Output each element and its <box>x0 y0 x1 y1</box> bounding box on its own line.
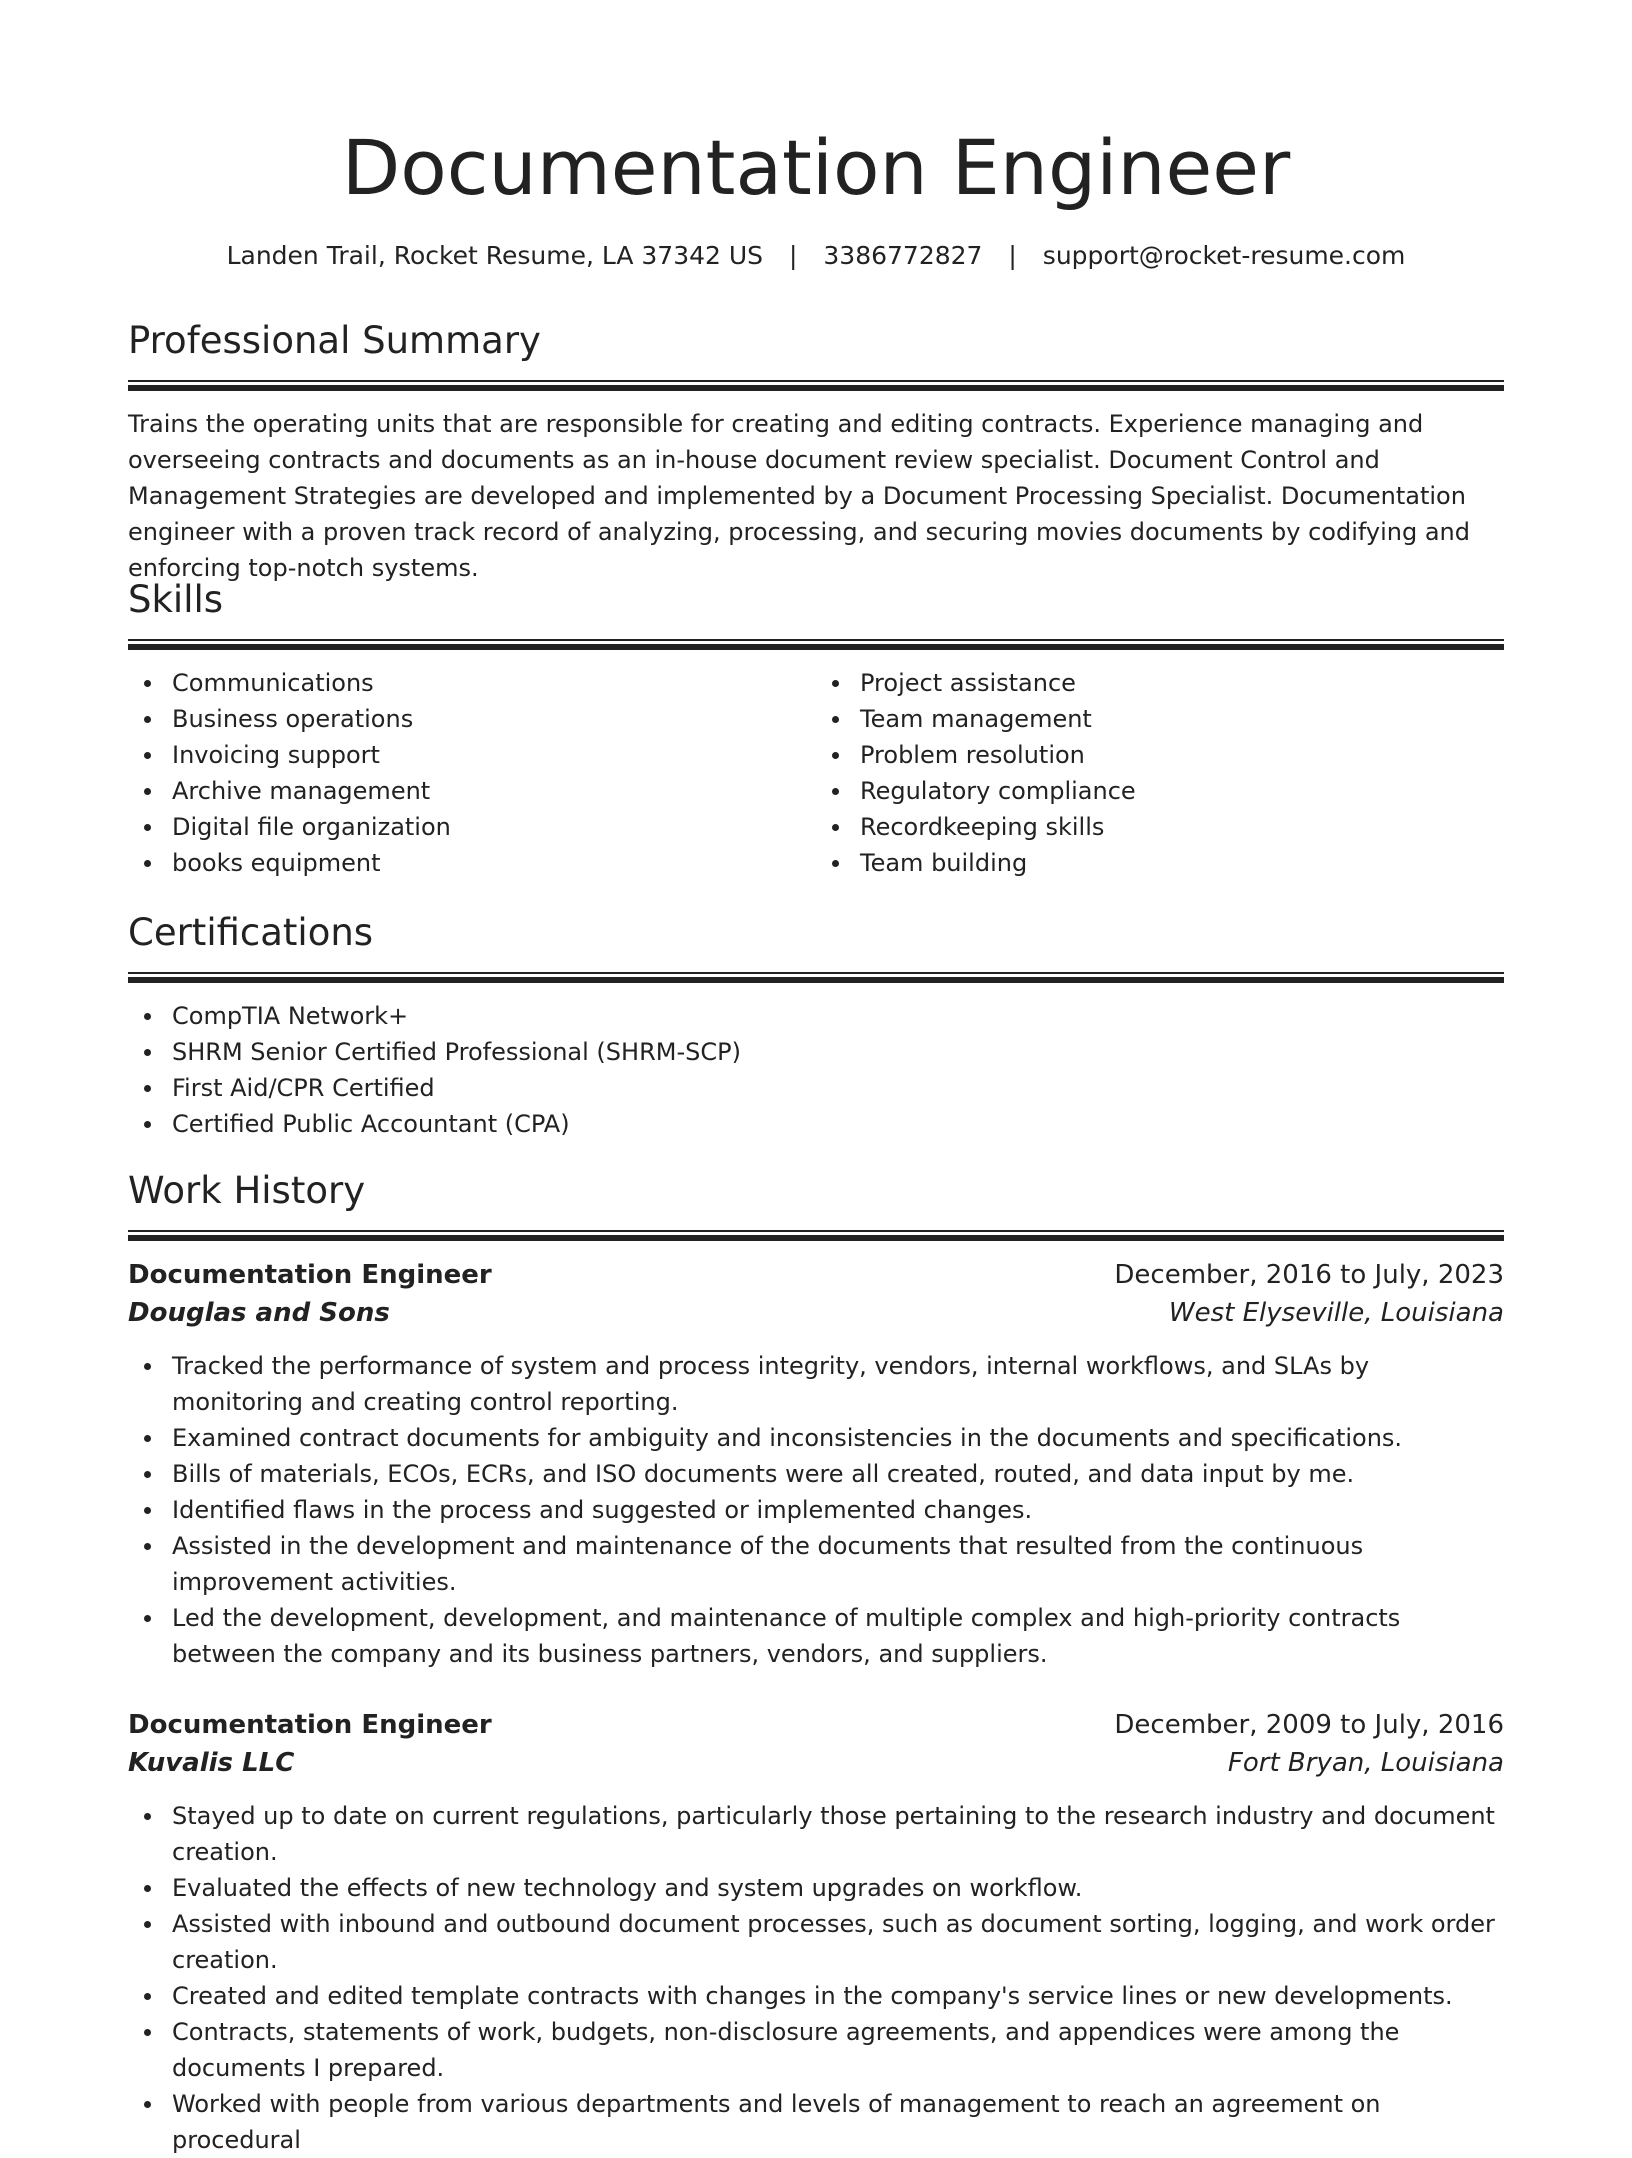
job-entry <box>128 1706 1504 2158</box>
resume-name: Documentation Engineer <box>341 123 1291 212</box>
section-title: Work History <box>128 1169 366 1212</box>
certifications-list <box>128 998 1504 1142</box>
contact-address: Landen Trail, Rocket Resume, LA 37342 US <box>226 241 764 270</box>
skill-item: books equipment <box>172 845 816 881</box>
job-bullet: Identified flaws in the process and suggested or implemented changes. <box>172 1492 1504 1528</box>
certifications-section <box>128 908 1504 1142</box>
job-company: Kuvalis LLC <box>128 1748 295 1778</box>
job-bullets <box>128 1798 1504 2158</box>
job-bullet: Stayed up to date on current regulations, particularly those pertaining to the research industry and document creation. <box>172 1798 1504 1870</box>
job-bullet: Bills of materials, ECOs, ECRs, and ISO documents were all created, routed, and data input by me. <box>172 1456 1504 1492</box>
job-bullet: Assisted in the development and maintenance of the documents that resulted from the continuous improvement activities. <box>172 1528 1504 1600</box>
job-bullet: Tracked the performance of system and process integrity, vendors, internal workflows, and SLAs by monitoring and creating control reporting. <box>172 1348 1504 1420</box>
section-divider <box>128 972 1504 983</box>
job-location: Fort Bryan, Louisiana <box>1227 1748 1504 1778</box>
job-company-row <box>128 1294 1504 1332</box>
summary-text: Trains the operating units that are responsible for creating and editing contracts. Experience managing and overseeing contracts and documents as an in-house document review specialist. Document Control and Management Strategies are developed and implemented by a Document Processing Specialist. Documentation engineer with a proven track record of analyzing, processing, and securing movies documents by codifying and enforcing top-notch systems. <box>128 410 1470 582</box>
job-bullet: Led the development, development, and maintenance of multiple complex and high-priority contracts between the company and its business partners, vendors, and suppliers. <box>172 1600 1504 1672</box>
job-bullet: Created and edited template contracts with changes in the company's service lines or new developments. <box>172 1978 1504 2014</box>
job-company-row <box>128 1744 1504 1782</box>
skills-list-right <box>816 665 1504 881</box>
job-entry <box>128 1256 1504 1672</box>
skill-item: Digital file organization <box>172 809 816 845</box>
job-location: West Elyseville, Louisiana <box>1168 1298 1504 1328</box>
summary-section <box>128 316 1504 586</box>
contact-separator: | <box>1008 241 1017 270</box>
skills-list-left <box>128 665 816 881</box>
job-bullet: Contracts, statements of work, budgets, non-disclosure agreements, and appendices were among the documents I prepared. <box>172 2014 1504 2086</box>
work-history-section <box>128 1166 1504 2158</box>
contact-email: support@rocket-resume.com <box>1042 241 1406 270</box>
skill-item: Communications <box>172 665 816 701</box>
job-bullet: Evaluated the effects of new technology and system upgrades on workflow. <box>172 1870 1504 1906</box>
contact-phone: 3386772827 <box>823 241 983 270</box>
contact-separator: | <box>789 241 798 270</box>
job-bullet: Examined contract documents for ambiguity and inconsistencies in the documents and specifications. <box>172 1420 1504 1456</box>
skill-item: Business operations <box>172 701 816 737</box>
certification-item: First Aid/CPR Certified <box>172 1070 1504 1106</box>
job-bullets <box>128 1348 1504 1672</box>
skills-columns <box>128 665 1504 881</box>
job-header-row <box>128 1706 1504 1744</box>
skill-item: Project assistance <box>860 665 1504 701</box>
skill-item: Team management <box>860 701 1504 737</box>
section-divider <box>128 1230 1504 1241</box>
certification-item: Certified Public Accountant (CPA) <box>172 1106 1504 1142</box>
section-title: Certifications <box>128 911 374 954</box>
job-title: Documentation Engineer <box>128 1260 492 1290</box>
certification-item: CompTIA Network+ <box>172 998 1504 1034</box>
skill-item: Invoicing support <box>172 737 816 773</box>
skill-item: Regulatory compliance <box>860 773 1504 809</box>
certification-item: SHRM Senior Certified Professional (SHRM-SCP) <box>172 1034 1504 1070</box>
job-header-row <box>128 1256 1504 1294</box>
skill-item: Problem resolution <box>860 737 1504 773</box>
job-dates: December, 2009 to July, 2016 <box>1114 1710 1504 1740</box>
section-divider <box>128 639 1504 650</box>
job-company: Douglas and Sons <box>128 1298 390 1328</box>
skills-section <box>128 575 1504 881</box>
job-title: Documentation Engineer <box>128 1710 492 1740</box>
job-bullet: Worked with people from various departments and levels of management to reach an agreement on procedural <box>172 2086 1504 2158</box>
job-bullet: Assisted with inbound and outbound document processes, such as document sorting, logging, and work order creation. <box>172 1906 1504 1978</box>
section-title: Professional Summary <box>128 319 541 362</box>
skill-item: Team building <box>860 845 1504 881</box>
job-dates: December, 2016 to July, 2023 <box>1114 1260 1504 1290</box>
section-divider <box>128 380 1504 391</box>
skill-item: Recordkeeping skills <box>860 809 1504 845</box>
skill-item: Archive management <box>172 773 816 809</box>
contact-line <box>128 238 1504 274</box>
section-title: Skills <box>128 578 224 621</box>
